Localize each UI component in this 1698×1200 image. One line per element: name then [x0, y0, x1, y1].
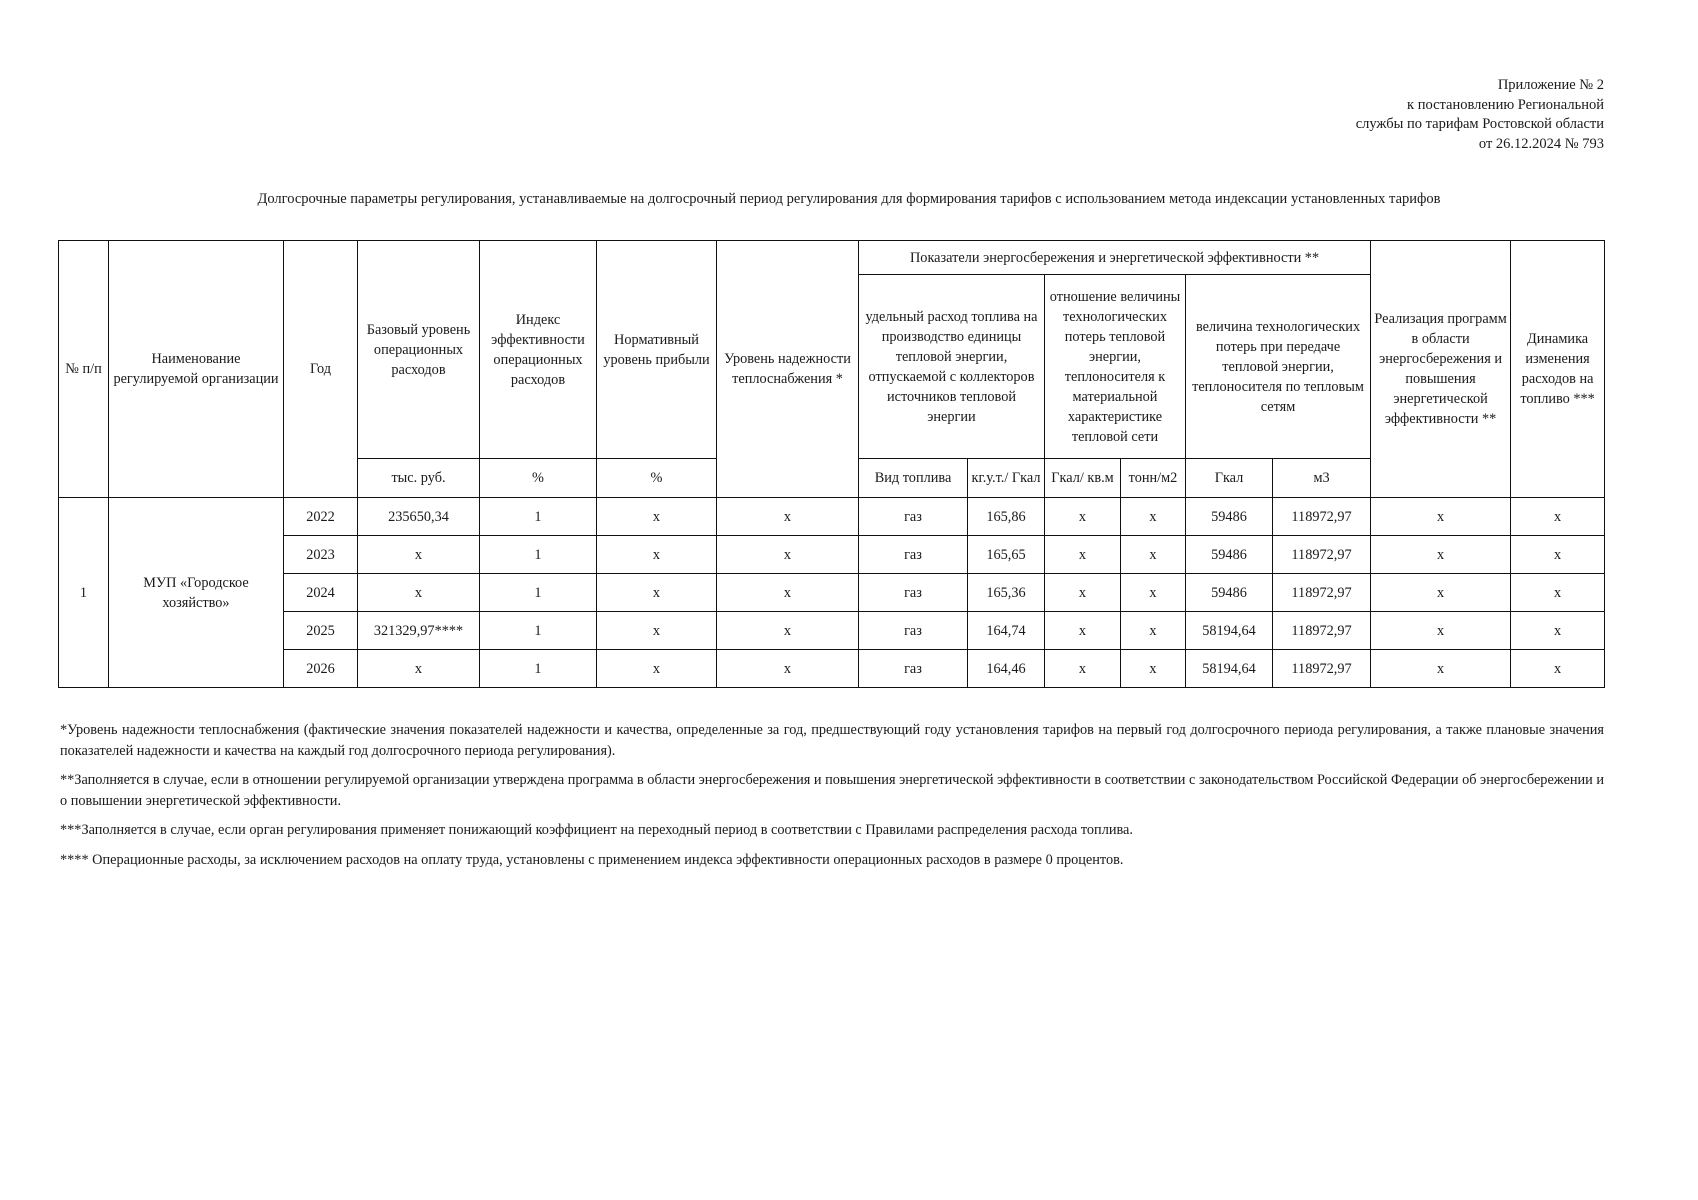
cell-reliability: x: [717, 574, 859, 612]
cell-loss-m3: 118972,97: [1273, 650, 1371, 688]
cell-efficiency-index: 1: [480, 574, 597, 612]
cell-fuel-rate: 164,46: [968, 650, 1045, 688]
header-fuel-dynamics: Динамика изменения расходов на топливо ***: [1511, 241, 1605, 498]
table-row: [59, 650, 1605, 688]
footnote-reliability: *Уровень надежности теплоснабжения (фактические значения показателей надежности и качества, определенные за год, предшествующий году установления тарифов на первый год долгосрочного периода регулирования, а также плановые значения показателей надежности и качества на каждый год долгосрочного периода регулирования).: [60, 722, 1604, 759]
cell-loss-m3: 118972,97: [1273, 536, 1371, 574]
header-base-opex: Базовый уровень операционных расходов: [358, 241, 480, 459]
cell-loss-m3: 118972,97: [1273, 612, 1371, 650]
footnotes: [60, 720, 1604, 879]
table-row: [59, 574, 1605, 612]
cell-efficiency-index: 1: [480, 650, 597, 688]
appendix-line-3: службы по тарифам Ростовской области: [1355, 116, 1604, 132]
unit-profit: %: [597, 459, 717, 498]
cell-programs: x: [1371, 498, 1511, 536]
cell-reliability: x: [717, 650, 859, 688]
unit-loss-m3: м3: [1273, 459, 1371, 498]
cell-base-opex: 321329,97****: [358, 612, 480, 650]
cell-base-opex: x: [358, 536, 480, 574]
cell-loss-ratio-gcal: x: [1045, 574, 1121, 612]
appendix-line-2: к постановлению Региональной: [1407, 96, 1604, 113]
unit-fuel-type: Вид топлива: [859, 459, 968, 498]
cell-loss-gcal: 58194,64: [1186, 612, 1273, 650]
header-organization: Наименование регулируемой организации: [109, 241, 284, 498]
header-fuel-rate: удельный расход топлива на производство единицы тепловой энергии, отпускаемой с коллекторов источников тепловой энергии: [859, 275, 1045, 459]
cell-fuel-dynamics: x: [1511, 498, 1605, 536]
footnote-fuel-coefficient: ***Заполняется в случае, если орган регулирования применяет понижающий коэффициент на переходный период в соответствии с Правилами распределения расхода топлива.: [60, 822, 1133, 838]
cell-year: 2022: [284, 498, 358, 536]
cell-profit: x: [597, 612, 717, 650]
cell-efficiency-index: 1: [480, 498, 597, 536]
appendix-line-4: от 26.12.2024 № 793: [1478, 135, 1604, 152]
unit-base-opex: тыс. руб.: [358, 459, 480, 498]
cell-loss-ratio-ton: x: [1121, 536, 1186, 574]
org-number: 1: [59, 498, 109, 688]
cell-fuel-type: газ: [859, 498, 968, 536]
cell-reliability: x: [717, 498, 859, 536]
footnote-operational-expenses: **** Операционные расходы, за исключением расходов на оплату труда, установлены с применением индекса эффективности операционных расходов в размере 0 процентов.: [60, 851, 1124, 868]
header-year: Год: [284, 241, 358, 498]
cell-loss-ratio-gcal: x: [1045, 536, 1121, 574]
header-efficiency-index: Индекс эффективности операционных расходов: [480, 241, 597, 459]
parameters-table: [58, 240, 1605, 688]
unit-loss-gcal: Гкал: [1186, 459, 1273, 498]
cell-fuel-dynamics: x: [1511, 536, 1605, 574]
cell-loss-gcal: 59486: [1186, 574, 1273, 612]
cell-profit: x: [597, 498, 717, 536]
cell-loss-gcal: 58194,64: [1186, 650, 1273, 688]
cell-fuel-type: газ: [859, 536, 968, 574]
cell-base-opex: 235650,34: [358, 498, 480, 536]
cell-fuel-dynamics: x: [1511, 612, 1605, 650]
footnote-energy-program: **Заполняется в случае, если в отношении регулируемой организации утверждена программа в области энергосбережения и повышения энергетической эффективности в соответствии с законодательством Российской Федерации об энергосбережении и о повышении энергетической эффективности.: [60, 772, 1605, 809]
cell-programs: x: [1371, 612, 1511, 650]
cell-loss-gcal: 59486: [1186, 498, 1273, 536]
cell-fuel-type: газ: [859, 650, 968, 688]
cell-loss-ratio-ton: x: [1121, 612, 1186, 650]
header-loss-ratio: отношение величины технологических потерь тепловой энергии, теплоносителя к материальной характеристике тепловой сети: [1045, 275, 1186, 459]
cell-loss-ratio-gcal: x: [1045, 612, 1121, 650]
cell-base-opex: x: [358, 574, 480, 612]
header-profit-level: Нормативный уровень прибыли: [597, 241, 717, 459]
document-title: Долгосрочные параметры регулирования, устанавливаемые на долгосрочный период регулирования для формирования тарифов с использованием метода индексации установленных тарифов: [257, 191, 1441, 207]
cell-reliability: x: [717, 536, 859, 574]
cell-fuel-dynamics: x: [1511, 574, 1605, 612]
cell-fuel-type: газ: [859, 574, 968, 612]
cell-fuel-rate: 165,86: [968, 498, 1045, 536]
cell-loss-m3: 118972,97: [1273, 498, 1371, 536]
cell-fuel-dynamics: x: [1511, 650, 1605, 688]
cell-programs: x: [1371, 536, 1511, 574]
cell-fuel-rate: 164,74: [968, 612, 1045, 650]
unit-fuel-rate: кг.у.т./ Гкал: [968, 459, 1045, 498]
cell-loss-ratio-ton: x: [1121, 498, 1186, 536]
cell-loss-gcal: 59486: [1186, 536, 1273, 574]
table-row: [59, 536, 1605, 574]
cell-fuel-type: газ: [859, 612, 968, 650]
cell-loss-m3: 118972,97: [1273, 574, 1371, 612]
cell-year: 2024: [284, 574, 358, 612]
table-row: [59, 498, 1605, 536]
header-programs: Реализация программ в области энергосбережения и повышения энергетической эффективности **: [1371, 241, 1511, 498]
cell-fuel-rate: 165,36: [968, 574, 1045, 612]
cell-efficiency-index: 1: [480, 536, 597, 574]
org-name: МУП «Городское хозяйство»: [109, 498, 284, 688]
cell-loss-ratio-gcal: x: [1045, 650, 1121, 688]
cell-year: 2025: [284, 612, 358, 650]
cell-year: 2026: [284, 650, 358, 688]
cell-profit: x: [597, 536, 717, 574]
cell-programs: x: [1371, 650, 1511, 688]
table-row: [59, 612, 1605, 650]
header-reliability: Уровень надежности теплоснабжения *: [717, 241, 859, 498]
appendix-header: [1144, 76, 1604, 154]
cell-base-opex: x: [358, 650, 480, 688]
cell-programs: x: [1371, 574, 1511, 612]
cell-efficiency-index: 1: [480, 612, 597, 650]
unit-loss-ratio-ton: тонн/м2: [1121, 459, 1186, 498]
cell-fuel-rate: 165,65: [968, 536, 1045, 574]
unit-loss-ratio-gcal: Гкал/ кв.м: [1045, 459, 1121, 498]
header-energy-group: Показатели энергосбережения и энергетической эффективности **: [859, 241, 1371, 275]
unit-efficiency-index: %: [480, 459, 597, 498]
header-loss-value: величина технологических потерь при передаче тепловой энергии, теплоносителя по тепловым сетям: [1186, 275, 1371, 459]
cell-profit: x: [597, 574, 717, 612]
cell-profit: x: [597, 650, 717, 688]
header-num: № п/п: [59, 241, 109, 498]
cell-reliability: x: [717, 612, 859, 650]
cell-loss-ratio-ton: x: [1121, 650, 1186, 688]
appendix-line-1: Приложение № 2: [1497, 77, 1604, 93]
parameters-table-wrapper: [58, 240, 1605, 688]
cell-loss-ratio-ton: x: [1121, 574, 1186, 612]
cell-loss-ratio-gcal: x: [1045, 498, 1121, 536]
cell-year: 2023: [284, 536, 358, 574]
